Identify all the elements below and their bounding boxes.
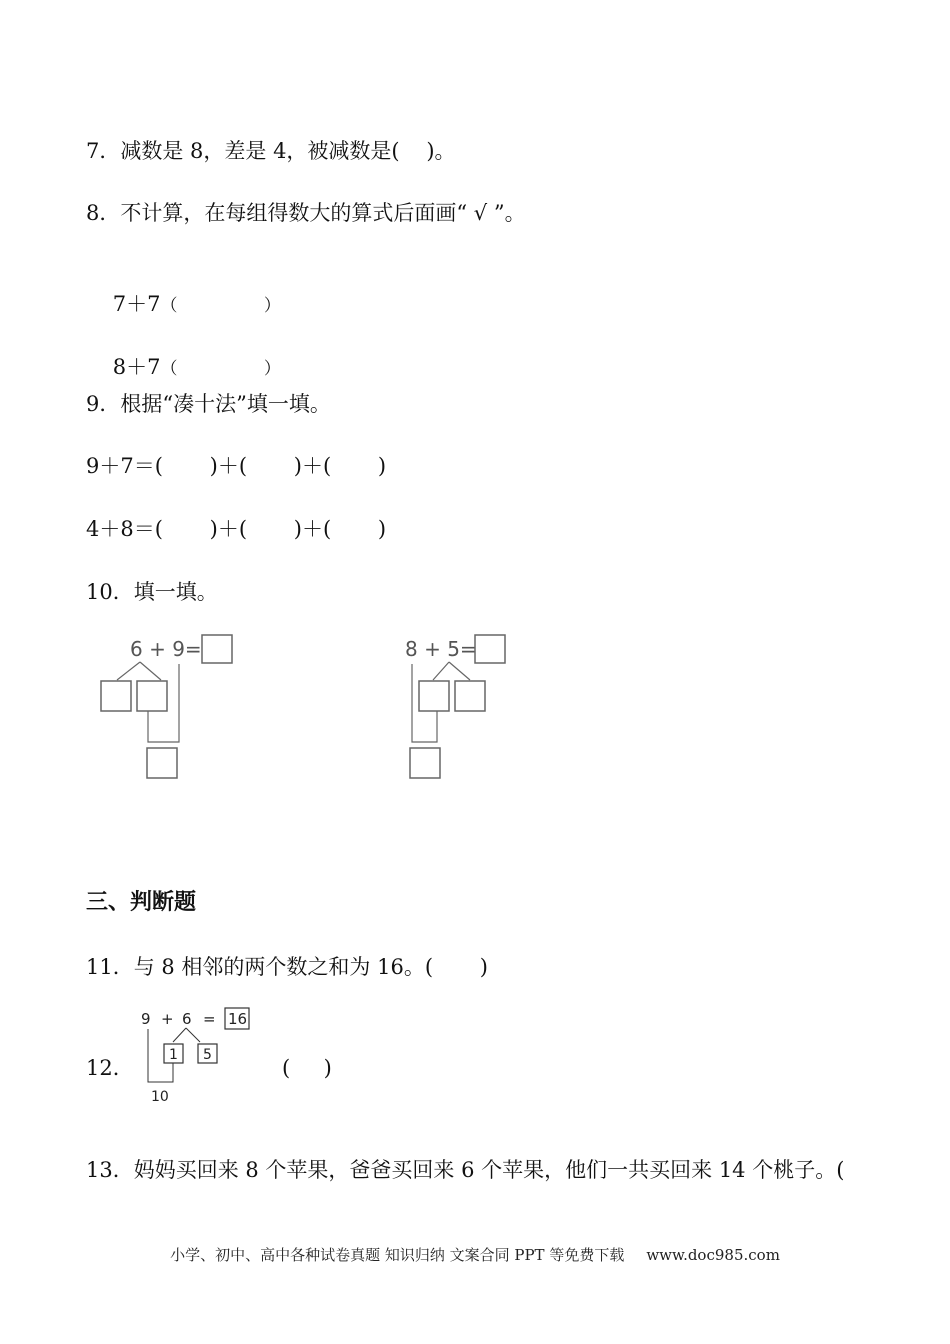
question-12-answer-paren[interactable]: ( ) <box>282 1056 332 1080</box>
q12-ten-value: 10 <box>151 1089 169 1105</box>
diagram2-result-box[interactable] <box>475 635 505 663</box>
diagram2-split-box-2[interactable] <box>455 681 485 711</box>
page-footer <box>0 1244 950 1265</box>
q8a-answer-blank[interactable]: （ ） <box>160 296 281 316</box>
question-12-diagram <box>138 1004 258 1106</box>
q8a-expression: 7＋7 <box>112 292 161 316</box>
q12-left-number: 9 <box>141 1010 151 1028</box>
q12-plus-sign: + <box>161 1010 174 1028</box>
q12-part2-value: 5 <box>203 1047 212 1063</box>
diagram1-split-box-1[interactable] <box>101 681 131 711</box>
diagram1-result-box[interactable] <box>202 635 232 663</box>
question-13: 13．妈妈买回来 8 个苹果，爸爸买回来 6 个苹果，他们一共买回来 14 个桃子。( <box>86 1158 845 1182</box>
question-11: 11．与 8 相邻的两个数之和为 16。( ) <box>86 955 488 979</box>
q12-right-number: 6 <box>182 1010 192 1028</box>
diagram2-bracket <box>412 664 437 742</box>
section-title-judgement: 三、判断题 <box>86 890 197 915</box>
diagram2-split-box-1[interactable] <box>419 681 449 711</box>
diagram1-ten-box[interactable] <box>147 748 177 778</box>
question-9-row-b: 4＋8＝( )＋( )＋( ) <box>86 517 387 541</box>
question-8: 8．不计算，在每组得数大的算式后面画“ √ ”。 <box>86 201 526 225</box>
question-9-row-a: 9＋7＝( )＋( )＋( ) <box>86 454 387 478</box>
diagram2-equation: 8 + 5= <box>405 637 477 661</box>
diagram1-split-box-2[interactable] <box>137 681 167 711</box>
make-ten-diagram-2 <box>400 630 520 785</box>
footer-url[interactable]: www.doc985.com <box>646 1246 780 1264</box>
question-7: 7．减数是 8，差是 4，被减数是( )。 <box>86 139 456 163</box>
q8b-answer-blank[interactable]: （ ） <box>160 359 281 379</box>
question-12-label: 12． <box>86 1056 134 1080</box>
diagram1-equation: 6 + 9= <box>130 637 202 661</box>
footer-text: 小学、初中、高中各种试卷真题 知识归纳 文案合同 PPT 等免费下载 <box>170 1246 625 1264</box>
diagram1-branch-left <box>117 662 140 680</box>
q12-part1-value: 1 <box>169 1047 178 1063</box>
q12-branch-right <box>186 1028 200 1042</box>
diagram2-ten-box[interactable] <box>410 748 440 778</box>
diagram1-branch-right <box>140 662 161 680</box>
diagram2-branch-right <box>449 662 470 680</box>
q12-equals-sign: = <box>203 1010 216 1028</box>
q12-branch-left <box>173 1028 186 1042</box>
diagram2-branch-left <box>433 662 449 680</box>
make-ten-diagram-1 <box>95 630 245 785</box>
question-10: 10．填一填。 <box>86 580 218 604</box>
q8b-expression: 8＋7 <box>112 355 161 379</box>
diagram1-bracket <box>148 664 179 742</box>
q12-result-value: 16 <box>228 1010 248 1028</box>
question-9: 9．根据“凑十法”填一填。 <box>86 392 331 416</box>
